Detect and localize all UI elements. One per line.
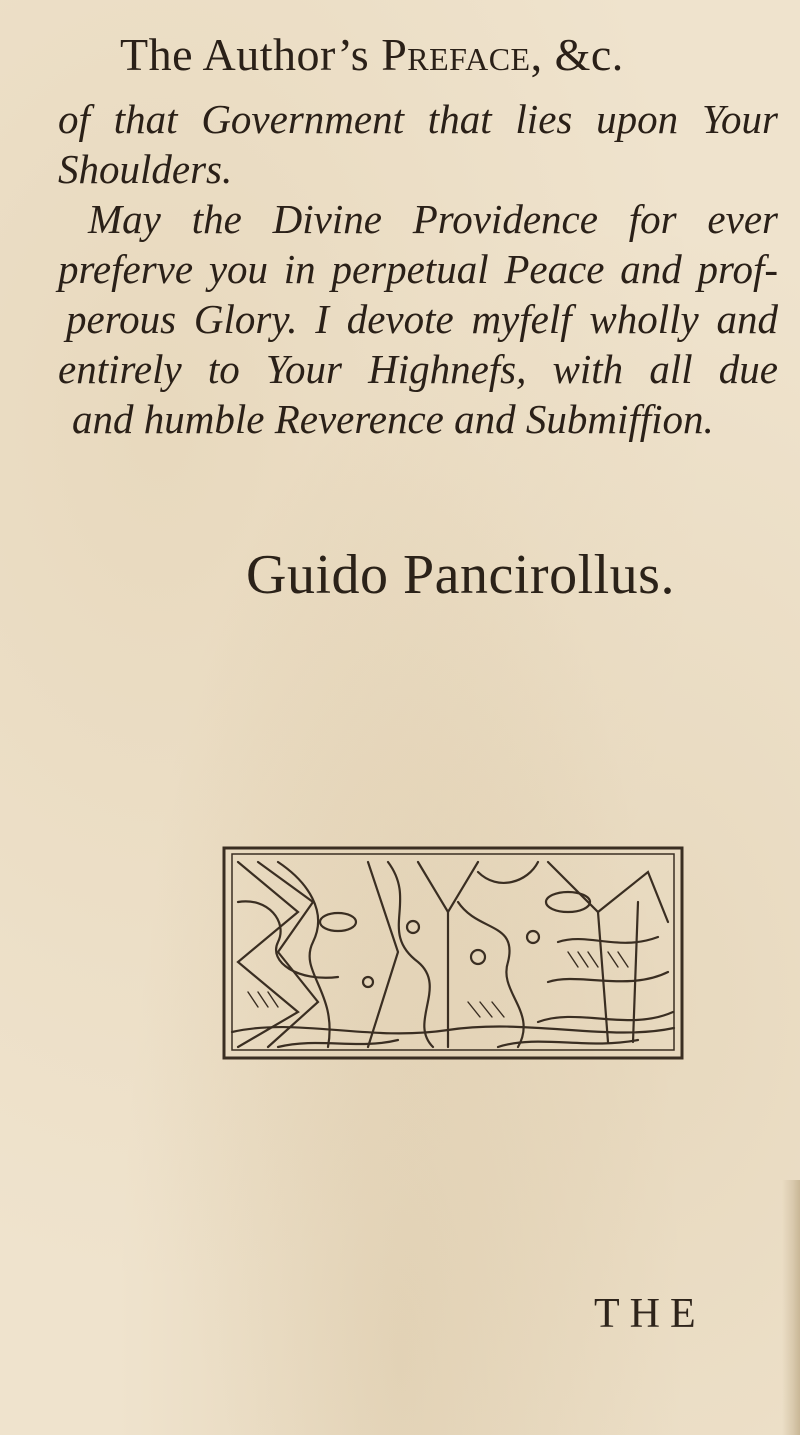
- text-line: entirely to Your Highnefs, with all due: [58, 346, 778, 392]
- signature: Guido Pancirollus.: [246, 544, 675, 606]
- text-line: May the Divine Providence for ever: [88, 196, 778, 242]
- text-line: preferve you in perpetual Peace and prof-: [58, 246, 778, 292]
- running-head-section: Preface: [381, 29, 531, 80]
- text-line: perous Glory. I devote myfelf wholly and: [66, 296, 778, 342]
- body-text: [58, 94, 778, 444]
- text-line: and humble Reverence and Submiffion.: [72, 396, 714, 442]
- running-head-suffix: , &c.: [530, 29, 624, 80]
- text-line: of that Government that lies upon Your: [58, 96, 778, 142]
- running-head-title: The Author’s: [120, 29, 370, 80]
- text-line: Shoulders.: [58, 146, 233, 192]
- tailpiece-woodcut: [218, 842, 688, 1070]
- page-edge-shadow: [782, 1180, 800, 1435]
- running-head: [120, 28, 740, 81]
- catchword: THE: [594, 1291, 706, 1337]
